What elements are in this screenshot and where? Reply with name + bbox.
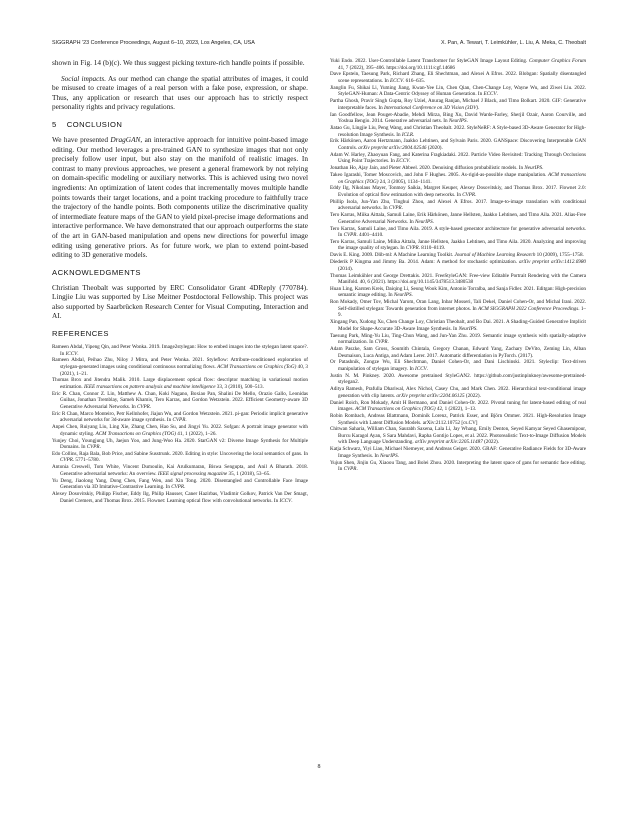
- reference-entry: [52, 438, 308, 451]
- reference-venue: ACM Transactions on Graphics (TOG): [355, 406, 436, 413]
- reference-entry: [330, 185, 586, 198]
- reference-entry: [330, 239, 586, 252]
- reference-suffix: .: [426, 365, 429, 372]
- reference-text: Ian Goodfellow, Jean Pouget-Abadie, Mehdi Mirza, Bing Xu, David Warde-Farley, Sherjil Ozair, Aaron Courville, and Yoshua Bengio. 2014. Generative adversarial nets. In: [330, 111, 586, 125]
- reference-venue: IEEE transactions on pattern analysis and machine intelligence: [84, 383, 216, 390]
- reference-venue: CVPR: [172, 417, 186, 424]
- reference-entry: [330, 446, 586, 459]
- reference-venue: ACM transactions on Graphics (TOG): [338, 171, 586, 185]
- reference-suffix: . 1–9.: [338, 305, 586, 319]
- reference-suffix: .: [356, 466, 358, 473]
- reference-text: Ron Mokady, Omer Tov, Michal Yarom, Oran Lang, Inbar Mosseri, Tali Dekel, Daniel Cohen-Or, and Michal Irani. 2022. Self-distilled stylegan: Towards generation from internet photos. In: [330, 299, 586, 312]
- reference-text: Jianglin Fu, Shikai Li, Yuming Jiang, Kwan-Yee Lin, Chen Qian, Chen-Change Loy, Wayne Wu, and Ziwei Liu. 2022. StyleGAN-Human: A Data-Centric Odyssey of Human Generation. In: [330, 84, 586, 98]
- references-list-right: [330, 58, 586, 473]
- reference-entry: [52, 411, 308, 424]
- reference-text: Justin N. M. Pinkney. 2020. Awesome pretrained StyleGAN2. https://github.com/justinpinkney/awesome-pretrained-stylegan2.: [330, 372, 586, 386]
- reference-entry: [330, 98, 586, 111]
- reference-text: Tero Karras, Samuli Laine, and Timo Aila. 2019. A style-based generator architecture for generative adversarial networks. In: [330, 225, 586, 239]
- reference-venue: ECCV: [483, 91, 497, 98]
- reference-entry: [330, 426, 586, 446]
- reference-suffix: (2020).: [426, 144, 443, 151]
- reference-text: Robin Rombach, Andreas Blattmann, Dominik Lorenz, Patrick Esser, and Björn Ommer. 2021. High-Resolution Image Synthesis with Latent Diffusion Models. arXiv:2112.10752 [cs.CV]: [330, 413, 586, 426]
- reference-venue: arXiv preprint arXiv:2204.06125: [396, 392, 465, 399]
- reference-text: Rameen Abdal, Yipeng Qin, and Peter Wonka. 2019. Image2stylegan: How to embed images into the stylegan latent space?. In: [52, 344, 308, 357]
- reference-entry: [52, 377, 308, 390]
- reference-suffix: .: [496, 91, 498, 98]
- reference-entry: [52, 451, 308, 464]
- reference-venue: NeurIPS: [414, 218, 433, 225]
- reference-text: Davis E. King. 2009. Dlib-ml: A Machine Learning Toolkit.: [330, 252, 455, 259]
- reference-text: Adam W. Harley, Zhaoyuan Fang, and Katerina Fragkiadaki. 2022. Particle Video Revisited: Tracking Through Occlusions Using Point Trajectories. In: [330, 151, 586, 165]
- header-venue: SIGGRAPH ’23 Conference Proceedings, August 6–10, 2023, Los Angeles, CA, USA: [52, 40, 255, 46]
- reference-text: Katja Schwarz, Yiyi Liao, Michael Niemeyer, and Andreas Geiger. 2020. GRAF: Generative Radiance Fields for 3D-Aware Image Synthesis. In: [330, 446, 586, 459]
- reference-entry: [52, 424, 308, 437]
- reference-suffix: .: [99, 444, 101, 451]
- reference-entry: [52, 344, 308, 357]
- reference-suffix: .: [184, 484, 186, 491]
- reference-text: Rameen Abdal, Peihao Zhu, Niloy J Mitra, and Peter Wonka. 2021. Styleflow: Attribute-conditioned exploration of stylegan-generated images using conditional continuous normalizing flows.: [52, 357, 308, 370]
- reference-venue: International Conference on 3D Vision (3DV): [383, 104, 479, 111]
- reference-entry: [330, 85, 586, 98]
- reference-venue: CVPR: [405, 245, 419, 252]
- reference-entry: [330, 252, 586, 259]
- reference-venue: NeurIPS: [393, 292, 412, 299]
- references-heading: REFERENCES: [52, 329, 109, 339]
- acknowledgments-heading: ACKNOWLEDGMENTS: [52, 267, 141, 277]
- reference-suffix: . 5771–5780.: [72, 457, 100, 464]
- reference-entry: [330, 460, 586, 473]
- reference-venue: Computer Graphics Forum: [528, 58, 586, 64]
- conclusion-paragraph: [52, 135, 308, 260]
- reference-entry: [330, 125, 586, 138]
- reference-text: Partha Ghosh, Pravir Singh Gupta, Roy Uziel, Anurag Ranjan, Michael J Black, and Timo Bolkart. 2020. GIF: Generative interpretable faces. In: [330, 98, 586, 111]
- reference-text: Alexey Dosovitskiy, Philipp Fischer, Eddy Ilg, Philip Hausser, Caner Hazirbas, Vladimir Golkov, Patrick Van Der Smagt, Daniel Cremers, and Thomas Brox. 2015. Flownet: Learning optical flow with convolutional networks. In: [52, 491, 308, 504]
- reference-entry: [330, 58, 586, 71]
- reference-venue: ICCV: [415, 365, 427, 372]
- reference-suffix: .: [411, 292, 413, 299]
- reference-text: Aditya Ramesh, Prafulla Dhariwal, Alex Nichol, Casey Chu, and Mark Chen. 2022. Hierarchical text-conditional image generation with clip latents.: [330, 386, 586, 399]
- reference-suffix: 42, 1 (2022), 1–13.: [435, 406, 477, 413]
- reference-venue: ICCV: [65, 350, 78, 357]
- reference-suffix: . 4401–4410.: [356, 232, 384, 239]
- reference-text: Yunjey Choi, Youngjung Uh, Jaejun Yoo, and Jung-Woo Ha. 2020. StarGAN v2: Diverse Image Synthesis for Multiple Domains. In: [52, 437, 308, 451]
- conclusion-post: , an interactive approach for intuitive point-based image editing. Our method leverages a pre-trained GAN to synthesize images that not only precisely follow user input, but also stay on the manifold of realistic images. In contrast to many previous approaches, we present a general framework by not relying on domain-specific modeling or auxiliary networks. This is achieved using two novel ingredients: An optimization of latent codes that incrementally moves multiple handle points towards their target locations, and a point tracking procedure to faithfully trace the trajectory of the handle points. Both components utilize the discriminative quality of intermediate feature maps of the GAN to yield pixel-precise image deformations and interactive performance. We have demonstrated that our approach outperforms the state of the art in GAN-based manipulation and opens new directions for powerful image editing using generative priors. As for future work, we plan to extend point-based editing to 3D generative models.: [52, 134, 308, 260]
- reference-suffix: .: [401, 205, 403, 212]
- reference-venue: arXiv preprint arXiv:1412.6980: [518, 259, 586, 266]
- reference-text: Chitwan Saharia, William Chan, Saurabh Saxena, Lala Li, Jay Whang, Emily Denton, Seyed Kamyar Seyed Ghasemipour, Burcu Karagol Ayan, S Sara Mahdavi, Rapha Gontijo Lopes, et al. 2022. Photorealistic Text-to-Image Diffusion Models with Deep Language Understanding.: [330, 426, 586, 446]
- reference-suffix: 10 (2009), 1755–1758.: [535, 252, 584, 259]
- reference-venue: ECCV: [389, 77, 404, 84]
- social-impacts-lead: Social impacts.: [61, 73, 107, 83]
- reference-text: Xingang Pan, Xudong Xu, Chen Change Loy, Christian Theobalt, and Bo Dai. 2021. A Shading-Guided Generative Implicit Model for Shape-Accurate 3D-Aware Image Synthesis. In: [330, 319, 586, 332]
- reference-suffix: 41, 1 (2022), 1–26.: [176, 430, 217, 437]
- reference-entry: [330, 165, 586, 172]
- reference-entry: [330, 138, 586, 151]
- reference-text: Edo Collins, Raja Bala, Bob Price, and Sabine Susstrunk. 2020. Editing in style: Uncovering the local semantics of gans. In: [52, 450, 308, 457]
- reference-text: Tero Karras, Miika Aittala, Samuli Laine, Erik Härkönen, Janne Hellsten, Jaakko Lehtinen, and Timo Aila. 2021. Alias-Free Generative Adversarial Networks. In: [330, 212, 586, 225]
- reference-text: Takeo Igarashi, Tomer Moscovich, and John F Hughes. 2005. As-rigid-as-possible shape manipulation.: [330, 171, 549, 178]
- reference-entry: [330, 286, 586, 299]
- reference-entry: [330, 400, 586, 413]
- reference-venue: CVPR: [343, 466, 357, 473]
- reference-venue: NeurIPS: [524, 165, 543, 172]
- reference-suffix: (2022).: [482, 439, 500, 446]
- reference-suffix: .: [542, 165, 544, 172]
- reference-venue: NeurIPS: [458, 325, 477, 332]
- reference-venue: Journal of Machine Learning Research: [454, 252, 536, 259]
- reference-entry: [330, 413, 586, 426]
- reference-venue: CVPR: [86, 444, 100, 451]
- reference-text: Anpei Chen, Ruiyang Liu, Ling Xie, Zhang Chen, Hao Su, and Jingyi Yu. 2022. Sofgan: A portrait image generator with dynamic styling.: [52, 424, 308, 437]
- reference-suffix: .: [185, 417, 187, 424]
- reference-venue: arXiv preprint arXiv:2004.02546: [358, 144, 427, 151]
- reference-venue: CVPR: [462, 191, 476, 198]
- reference-text: Tero Karras, Samuli Laine, Miika Aittala, Janne Hellsten, Jaakko Lehtinen, and Timo Aila. 2020. Analyzing and improving the image quality of stylegan. In: [330, 238, 586, 252]
- reference-venue: ECCV: [396, 158, 410, 165]
- reference-suffix: (2022).: [464, 392, 481, 399]
- acknowledgments-paragraph: Christian Theobalt was supported by ERC Consolidator Grant 4DReply (770784). Lingjie Liu was supported by Lise Meitner Postdoctoral Fellowship. This project was also supported by Saarbrücken Research Center for Visual Computing, Interaction and AI.: [52, 282, 308, 321]
- reference-text: Jiatao Gu, Lingjie Liu, Peng Wang, and Christian Theobalt. 2022. StyleNeRF: A Style-based 3D-Aware Generator for High-resolution Image Synthesis. In: [330, 124, 586, 138]
- right-column: [330, 58, 586, 473]
- reference-venue: CVPR: [343, 232, 357, 239]
- reference-venue: NeurIPS: [448, 118, 467, 125]
- reference-entry: [330, 199, 586, 212]
- reference-suffix: 33, 3 (2010), 500–513.: [215, 383, 264, 390]
- reference-text: Daniel Roich, Ron Mokady, Amit H Bermano, and Daniel Cohen-Or. 2022. Pivotal tuning for latent-based editing of real images.: [330, 399, 586, 413]
- reference-venue: ICCV: [279, 497, 292, 504]
- conclusion-number: 5: [52, 119, 57, 129]
- reference-text: Taesung Park, Ming-Yu Liu, Ting-Chun Wang, and Jun-Yan Zhu. 2019. Semantic image synthesis with spatially-adaptive normalization. In: [330, 332, 586, 346]
- reference-text: Thomas Brox and Jitendra Malik. 2010. Large displacement optical flow: descriptor matching in variational motion estimation.: [52, 377, 308, 390]
- reference-venue: CVPR: [171, 484, 185, 491]
- reference-text: Phillip Isola, Jun-Yan Zhu, Tinghui Zhou, and Alexei A Efros. 2017. Image-to-image translation with conditional adversarial networks. In: [330, 198, 586, 212]
- reference-entry: [52, 464, 308, 477]
- reference-entry: [330, 359, 586, 372]
- reference-entry: [52, 491, 308, 504]
- reference-text: Or Patashnik, Zongze Wu, Eli Shechtman, Daniel Cohen-Or, and Dani Lischinski. 2021. Styleclip: Text-driven manipulation of stylegan imagery. In: [330, 359, 586, 372]
- reference-venue: ACM Transactions on Graphics (ToG): [217, 364, 297, 370]
- reference-text: Antonia Creswell, Tom White, Vincent Dumoulin, Kai Arulkumaran, Biswa Sengupta, and Anil A Bharath. 2018. Generative adversarial networks: An overview.: [52, 464, 308, 477]
- reference-text: Eric R. Chan, Connor Z. Lin, Matthew A. Chan, Koki Nagano, Boxiao Pan, Shalini De Mello, Orazio Gallo, Leonidas Guibas, Jonathan Tremblay, Sameh Khamis, Tero Karras, and Gordon Wetzstein. 2022. Efficient Geometry-aware 3D Generative Adversarial Networks. In: [52, 390, 308, 410]
- reference-entry: [330, 386, 586, 399]
- reference-suffix: 41, 7 (2022), 395–406. https://doi.org/10.1111/cgf.14686: [338, 64, 455, 71]
- reference-text: Erik Härkönen, Aaron Hertzmann, Jaakko Lehtinen, and Sylvain Paris. 2020. GANSpace: Discovering Interpretable GAN Controls.: [330, 138, 586, 151]
- reference-text: Eric R Chan, Marco Monteiro, Petr Kellnhofer, Jiajun Wu, and Gordon Wetzstein. 2021. pi-gan: Periodic implicit generative adversarial networks for 3d-aware image synthesis. In: [52, 410, 308, 424]
- reference-suffix: 35, 1 (2018), 53–65.: [227, 470, 271, 477]
- social-impacts-body: As our method can change the spatial attributes of images, it could be misused to create images of a real person with a fake pose, expression, or shape. Thus, any application or research that uses our approach has to strictly respect personality rights and privacy regulations.: [52, 73, 309, 112]
- reference-entry: [330, 333, 586, 346]
- reference-entry: [330, 259, 586, 272]
- page-number: 8: [317, 764, 321, 770]
- running-header: [52, 40, 586, 46]
- conclusion-method-name: DragGAN: [110, 134, 141, 144]
- reference-entry: [330, 172, 586, 185]
- reference-entry: [330, 273, 586, 286]
- reference-suffix: .: [466, 118, 468, 125]
- reference-suffix: .: [397, 452, 399, 459]
- reference-entry: [330, 71, 586, 84]
- reference-venue: arXiv preprint arXiv:2205.11487: [414, 439, 483, 446]
- reference-suffix: .: [475, 191, 477, 198]
- reference-text: Yuki Endo. 2022. User-Controllable Latent Transformer for StyleGAN Image Layout Editing.: [330, 58, 529, 64]
- reference-venue: CVPR: [374, 339, 388, 346]
- reference-entry: [52, 391, 308, 411]
- reference-entry: [330, 226, 586, 239]
- reference-venue: NeurIPS: [379, 452, 398, 459]
- reference-venue: CVPR: [388, 205, 402, 212]
- reference-entry: [52, 478, 308, 491]
- reference-suffix: .: [409, 158, 411, 165]
- reference-venue: CVPR: [60, 457, 73, 464]
- conclusion-title: CONCLUSION: [66, 119, 123, 129]
- reference-suffix: .: [432, 218, 434, 225]
- reference-suffix: 40, 3 (2021), 1–21.: [60, 364, 308, 377]
- reference-venue: ACM Transactions on Graphics (TOG): [95, 430, 177, 437]
- reference-text: Huan Ling, Karsten Kreis, Daiqing Li, Seung Wook Kim, Antonio Torralba, and Sanja Fidler. 2021. Editgan: High-precision semantic image editing. In: [330, 285, 586, 299]
- reference-venue: IEEE signal processing magazine: [157, 470, 228, 477]
- reference-suffix: .: [478, 104, 480, 111]
- intro-paragraph: shown in Fig. 14 (b)(c). We thus suggest picking texture-rich handle points if possible.: [52, 58, 305, 67]
- reference-entry: [330, 346, 586, 359]
- conclusion-pre: We have presented: [52, 134, 111, 144]
- reference-text: Adam Paszke, Sam Gross, Soumith Chintala, Gregory Chanan, Edward Yang, Zachary DeVito, Zeming Lin, Alban Desmaison, Luca Antiga, and Adam Lerer. 2017. Automatic differentiation in PyTorch. (2017).: [330, 346, 586, 359]
- reference-suffix: .: [291, 497, 293, 504]
- reference-suffix: 24, 3 (2005), 1134–1141.: [378, 178, 432, 185]
- header-authors: X. Pan, A. Tewari, T. Leimkühler, L. Liu, A. Meka, C. Theobalt: [440, 40, 586, 46]
- reference-entry: [330, 299, 586, 319]
- conclusion-heading: [52, 120, 308, 129]
- reference-suffix: . 8110–8119.: [418, 245, 446, 252]
- reference-entry: [330, 319, 586, 332]
- social-impacts-paragraph: [52, 74, 308, 112]
- reference-text: Diederik P Kingma and Jimmy Ba. 2014. Adam: A method for stochastic optimization.: [330, 259, 519, 266]
- reference-entry: [52, 357, 308, 377]
- references-list-left: [52, 344, 308, 504]
- reference-suffix: .: [412, 131, 415, 138]
- reference-suffix: .: [149, 403, 152, 410]
- reference-text: Thomas Leimkühler and George Drettakis. 2021. FreeStyleGAN: Free-view Editable Portrait Rendering with the Camera Manifold. 40, 6 (2021). https://doi.org/10.1145/3478513.3480538: [330, 272, 586, 286]
- reference-text: Eddy Ilg, Nikolaus Mayer, Tonmoy Saikia, Margret Keuper, Alexey Dosovitskiy, and Thomas Brox. 2017. Flownet 2.0: Evolution of optical flow estimation with deep networks. In: [330, 185, 586, 198]
- reference-suffix: .: [476, 325, 478, 332]
- reference-suffix: (2014).: [338, 265, 353, 272]
- reference-entry: [330, 152, 586, 165]
- reference-suffix: .: [387, 339, 389, 346]
- reference-text: Jonathan Ho, Ajay Jain, and Pieter Abbeel. 2020. Denoising diffusion probabilistic models. In: [330, 165, 525, 172]
- reference-text: Yujun Shen, Jinjin Gu, Xiaoou Tang, and Bolei Zhou. 2020. Interpreting the latent space of gans for semantic face editing. In: [330, 459, 586, 473]
- reference-entry: [330, 112, 586, 125]
- reference-entry: [330, 373, 586, 386]
- reference-venue: ICLR: [401, 131, 413, 138]
- reference-text: Yu Deng, Jiaolong Yang, Dong Chen, Fang Wen, and Xin Tong. 2020. Disentangled and Controllable Face Image Generation via 3D Imitative-Contrastive Learning. In: [52, 477, 308, 491]
- reference-venue: ACM SIGGRAPH 2022 Conference Proceedings: [477, 305, 579, 312]
- reference-suffix: . 616–635.: [403, 77, 425, 84]
- left-column: [52, 58, 308, 504]
- reference-entry: [330, 212, 586, 225]
- reference-text: Dave Epstein, Taesung Park, Richard Zhang, Eli Shechtman, and Alexei A Efros. 2022. Blobgan: Spatially disentangled scene representations. In: [330, 71, 586, 84]
- reference-venue: CVPR: [136, 403, 150, 410]
- reference-suffix: .: [77, 350, 79, 357]
